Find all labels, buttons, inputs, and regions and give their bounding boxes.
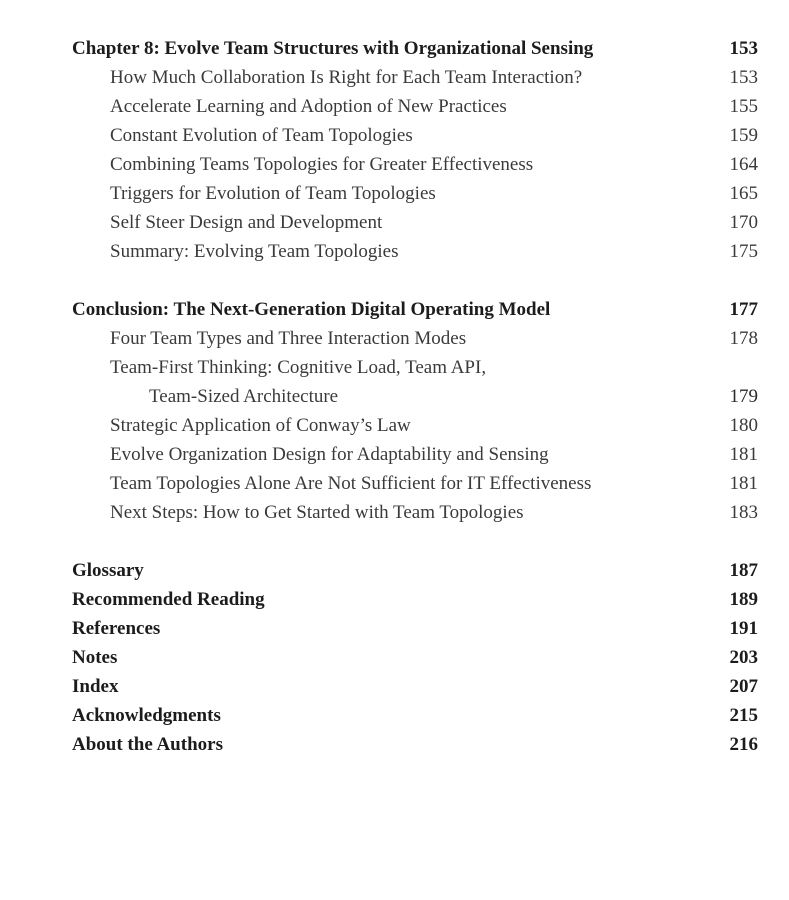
toc-entry-title: Glossary: [72, 560, 144, 581]
toc-entry-title: Combining Teams Topologies for Greater Effectiveness: [110, 154, 534, 175]
toc-entry-title: Team-First Thinking: Cognitive Load, Team API,: [110, 357, 487, 378]
toc-entry-title: Four Team Types and Three Interaction Modes: [110, 328, 467, 349]
toc-entry-title: Acknowledgments: [72, 705, 221, 726]
toc-entry-continuation[interactable]: [72, 382, 758, 411]
toc-page-number: 153: [729, 38, 758, 59]
toc-chapter-heading[interactable]: [72, 34, 758, 63]
toc-back-matter-entry[interactable]: [72, 701, 758, 730]
toc-back-matter-entry[interactable]: [72, 556, 758, 585]
toc-entry[interactable]: [72, 324, 758, 353]
toc-entry-title: Self Steer Design and Development: [110, 212, 383, 233]
toc-page-number: 170: [729, 212, 758, 233]
toc-entry[interactable]: [72, 440, 758, 469]
toc-entry[interactable]: [72, 179, 758, 208]
toc-page-number: 180: [729, 415, 758, 436]
toc-back-matter-entry[interactable]: [72, 730, 758, 759]
toc-page-number: 165: [729, 183, 758, 204]
toc-page-number: 177: [729, 299, 758, 320]
toc-entry-title: Chapter 8: Evolve Team Structures with Organizational Sensing: [72, 38, 594, 59]
toc-entry-title: Accelerate Learning and Adoption of New Practices: [110, 96, 507, 117]
toc-page-number: 153: [729, 67, 758, 88]
toc-entry[interactable]: [72, 121, 758, 150]
toc-entry[interactable]: [72, 63, 758, 92]
toc-entry-title: Team Topologies Alone Are Not Sufficient for IT Effectiveness: [110, 473, 592, 494]
toc-page-number: 203: [729, 647, 758, 668]
toc-entry-title: Conclusion: The Next-Generation Digital Operating Model: [72, 299, 551, 320]
toc-page-number: 178: [729, 328, 758, 349]
toc-entry-title: Notes: [72, 647, 118, 668]
toc-entry-title: Strategic Application of Conway’s Law: [110, 415, 411, 436]
toc-entry-title: References: [72, 618, 161, 639]
toc-entry[interactable]: [72, 208, 758, 237]
toc-entry-title: Evolve Organization Design for Adaptability and Sensing: [110, 444, 549, 465]
toc-entry-title: Summary: Evolving Team Topologies: [110, 241, 399, 262]
toc-entry[interactable]: [72, 498, 758, 527]
toc-entry-title: Next Steps: How to Get Started with Team Topologies: [110, 502, 524, 523]
toc-entry[interactable]: [72, 92, 758, 121]
toc-entry[interactable]: [72, 469, 758, 498]
toc-entry-title: How Much Collaboration Is Right for Each Team Interaction?: [110, 67, 583, 88]
toc-entry[interactable]: [72, 150, 758, 179]
toc-entry-title: Index: [72, 676, 119, 697]
toc-page-number: 187: [729, 560, 758, 581]
toc-page-number: 155: [729, 96, 758, 117]
toc-entry-title: Constant Evolution of Team Topologies: [110, 125, 413, 146]
toc-page-number: 181: [729, 444, 758, 465]
toc-chapter-heading[interactable]: [72, 295, 758, 324]
toc-entry[interactable]: [72, 411, 758, 440]
toc-back-matter-entry[interactable]: [72, 643, 758, 672]
toc-page-number: 159: [729, 125, 758, 146]
table-of-contents: [72, 34, 758, 759]
toc-page-number: 164: [729, 154, 758, 175]
toc-back-matter-entry[interactable]: [72, 585, 758, 614]
toc-page-number: 181: [729, 473, 758, 494]
toc-page-number: 179: [729, 386, 758, 407]
toc-entry-title: Triggers for Evolution of Team Topologies: [110, 183, 436, 204]
toc-entry-title: Recommended Reading: [72, 589, 265, 610]
toc-page-number: 207: [729, 676, 758, 697]
toc-entry[interactable]: [72, 353, 758, 382]
toc-page-number: 216: [729, 734, 758, 755]
toc-page-number: 191: [729, 618, 758, 639]
toc-entry[interactable]: [72, 237, 758, 266]
toc-back-matter-entry[interactable]: [72, 672, 758, 701]
toc-page-number: 215: [729, 705, 758, 726]
section-spacer: [72, 266, 758, 295]
toc-back-matter-entry[interactable]: [72, 614, 758, 643]
toc-page-number: 183: [729, 502, 758, 523]
toc-entry-title: About the Authors: [72, 734, 223, 755]
section-spacer: [72, 527, 758, 556]
toc-page-number: 175: [729, 241, 758, 262]
toc-page-number: 189: [729, 589, 758, 610]
toc-entry-title-continuation: Team-Sized Architecture: [149, 386, 339, 407]
